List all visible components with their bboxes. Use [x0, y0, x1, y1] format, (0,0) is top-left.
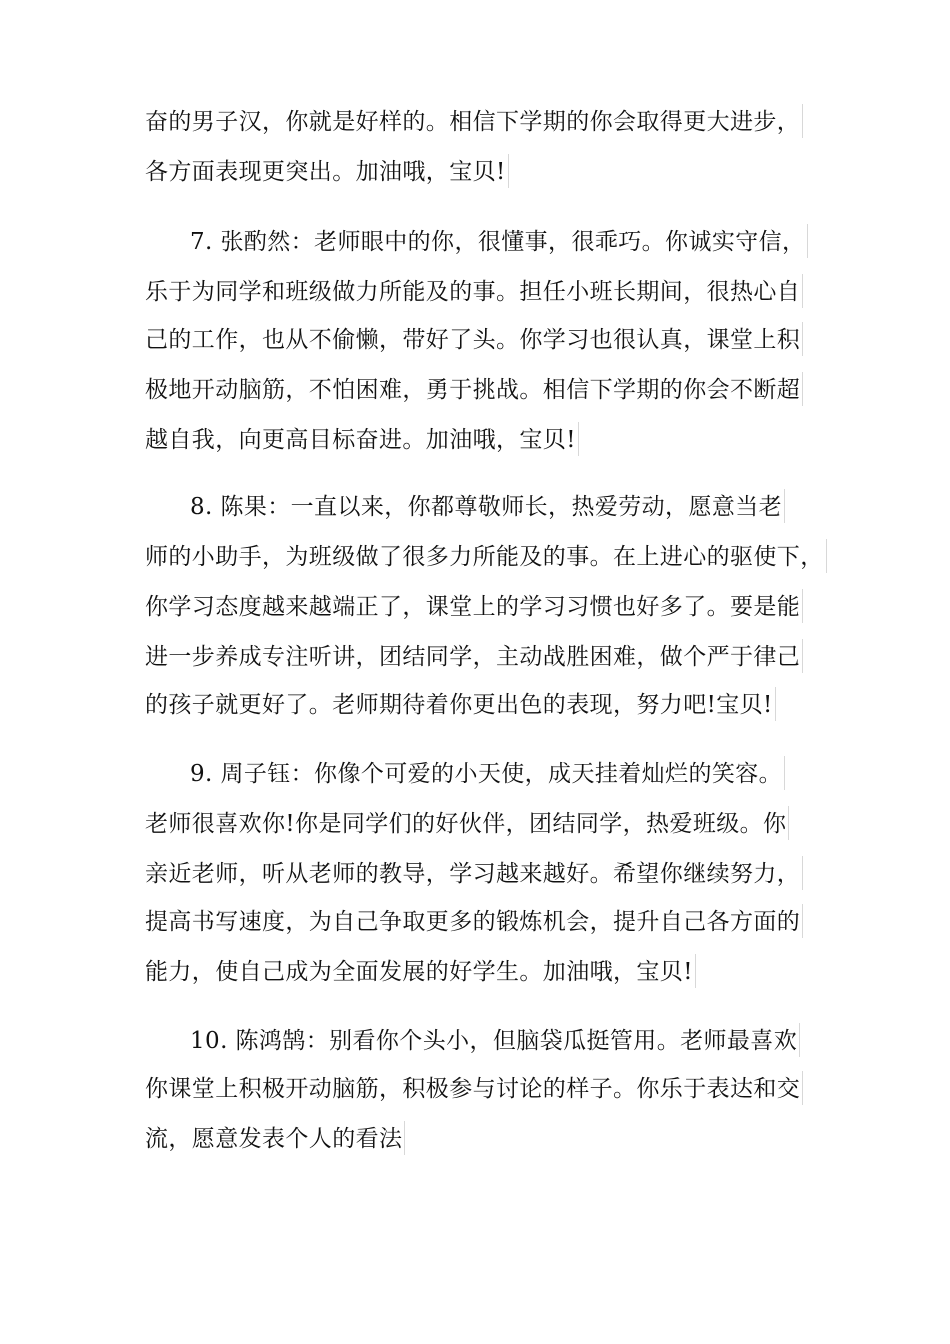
text-line: 师的小助手，为班级做了很多力所能及的事。在上进心的驱使下， — [145, 541, 827, 575]
text-line: 各方面表现更突出。加油哦，宝贝! — [145, 156, 509, 190]
text-line: 奋的男子汉，你就是好样的。相信下学期的你会取得更大进步， — [145, 106, 803, 140]
text-line: 流，愿意发表个人的看法 — [145, 1123, 405, 1157]
text-line: 越自我，向更高目标奋进。加油哦，宝贝! — [145, 424, 579, 458]
text-line: 亲近老师，听从老师的教导，学习越来越好。希望你继续努力， — [145, 858, 803, 892]
text-line: 的孩子就更好了。老师期待着你更出色的表现，努力吧!宝贝! — [145, 689, 776, 723]
paragraph-8-first-line: 8. 陈果：一直以来，你都尊敬师长，热爱劳动，愿意当老 — [190, 491, 785, 525]
text-line: 提高书写速度，为自己争取更多的锻炼机会，提升自己各方面的 — [145, 906, 803, 940]
paragraph-10-first-line: 10. 陈鸿鹄：别看你个头小，但脑袋瓜挺管用。老师最喜欢 — [190, 1025, 800, 1059]
text-line: 你学习态度越来越端正了，课堂上的学习习惯也好多了。要是能 — [145, 591, 803, 625]
text-line: 己的工作，也从不偷懒，带好了头。你学习也很认真，课堂上积 — [145, 324, 803, 358]
text-line: 进一步养成专注听讲，团结同学，主动战胜困难，做个严于律己 — [145, 641, 803, 675]
text-line: 你课堂上积极开动脑筋，积极参与讨论的样子。你乐于表达和交 — [145, 1073, 803, 1107]
paragraph-9-first-line: 9. 周子钰：你像个可爱的小天使，成天挂着灿烂的笑容。 — [190, 758, 785, 792]
text-line: 乐于为同学和班级做力所能及的事。担任小班长期间，很热心自 — [145, 276, 803, 310]
text-line: 极地开动脑筋，不怕困难，勇于挑战。相信下学期的你会不断超 — [145, 374, 803, 408]
paragraph-7-first-line: 7. 张酌然：老师眼中的你，很懂事，很乖巧。你诚实守信， — [190, 226, 808, 260]
text-line: 能力，使自己成为全面发展的好学生。加油哦，宝贝! — [145, 956, 696, 990]
text-line: 老师很喜欢你!你是同学们的好伙伴，团结同学，热爱班级。你 — [145, 808, 789, 842]
